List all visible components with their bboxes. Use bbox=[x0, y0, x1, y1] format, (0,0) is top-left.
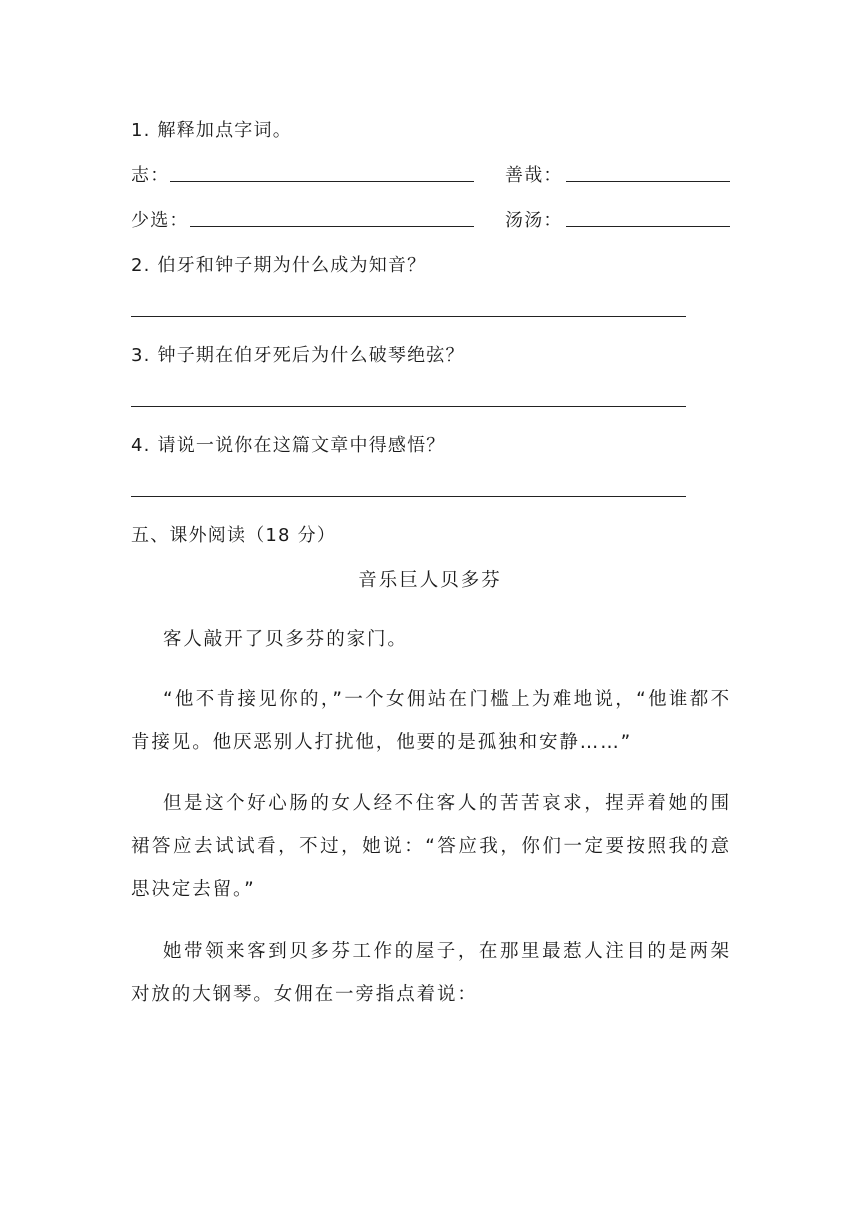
label-shangshang: 汤汤： bbox=[505, 210, 563, 231]
label-zhi: 志： bbox=[131, 165, 170, 186]
section-5-heading: 五、课外阅读（18 分） bbox=[131, 525, 337, 546]
answer-line-shanzai[interactable] bbox=[566, 181, 730, 182]
question-4-title: 4. 请说一说你在这篇文章中得感悟？ bbox=[131, 435, 446, 456]
answer-line-q3[interactable] bbox=[131, 406, 686, 407]
answer-line-shaoxuan[interactable] bbox=[190, 226, 474, 227]
label-shanzai: 善哉： bbox=[505, 165, 563, 186]
question-1-title: 1. 解释加点字词。 bbox=[131, 120, 292, 141]
question-3-title: 3. 钟子期在伯牙死后为什么破琴绝弦？ bbox=[131, 345, 465, 366]
article-paragraph-3: 但是这个好心肠的女人经不住客人的苦苦哀求，捏弄着她的围裙答应去试试看，不过，她说：“答应我，你们一定要按照我的意思决定去留。” bbox=[131, 793, 731, 900]
answer-line-q4[interactable] bbox=[131, 496, 686, 497]
answer-line-zhi[interactable] bbox=[170, 181, 474, 182]
article-title: 音乐巨人贝多芬 bbox=[358, 570, 502, 591]
answer-line-q2[interactable] bbox=[131, 316, 686, 317]
label-shaoxuan: 少选： bbox=[131, 210, 189, 231]
answer-line-shangshang[interactable] bbox=[566, 226, 730, 227]
article-paragraph-4: 她带领来客到贝多芬工作的屋子，在那里最惹人注目的是两架对放的大钢琴。女佣在一旁指点着说： bbox=[131, 941, 731, 1005]
article-paragraph-2: “他不肯接见你的，”一个女佣站在门槛上为难地说，“他谁都不肯接见。他厌恶别人打扰他，他要的是孤独和安静……” bbox=[131, 689, 731, 753]
question-2-title: 2. 伯牙和钟子期为什么成为知音？ bbox=[131, 255, 427, 276]
article-paragraph-1: 客人敲开了贝多芬的家门。 bbox=[163, 629, 408, 650]
